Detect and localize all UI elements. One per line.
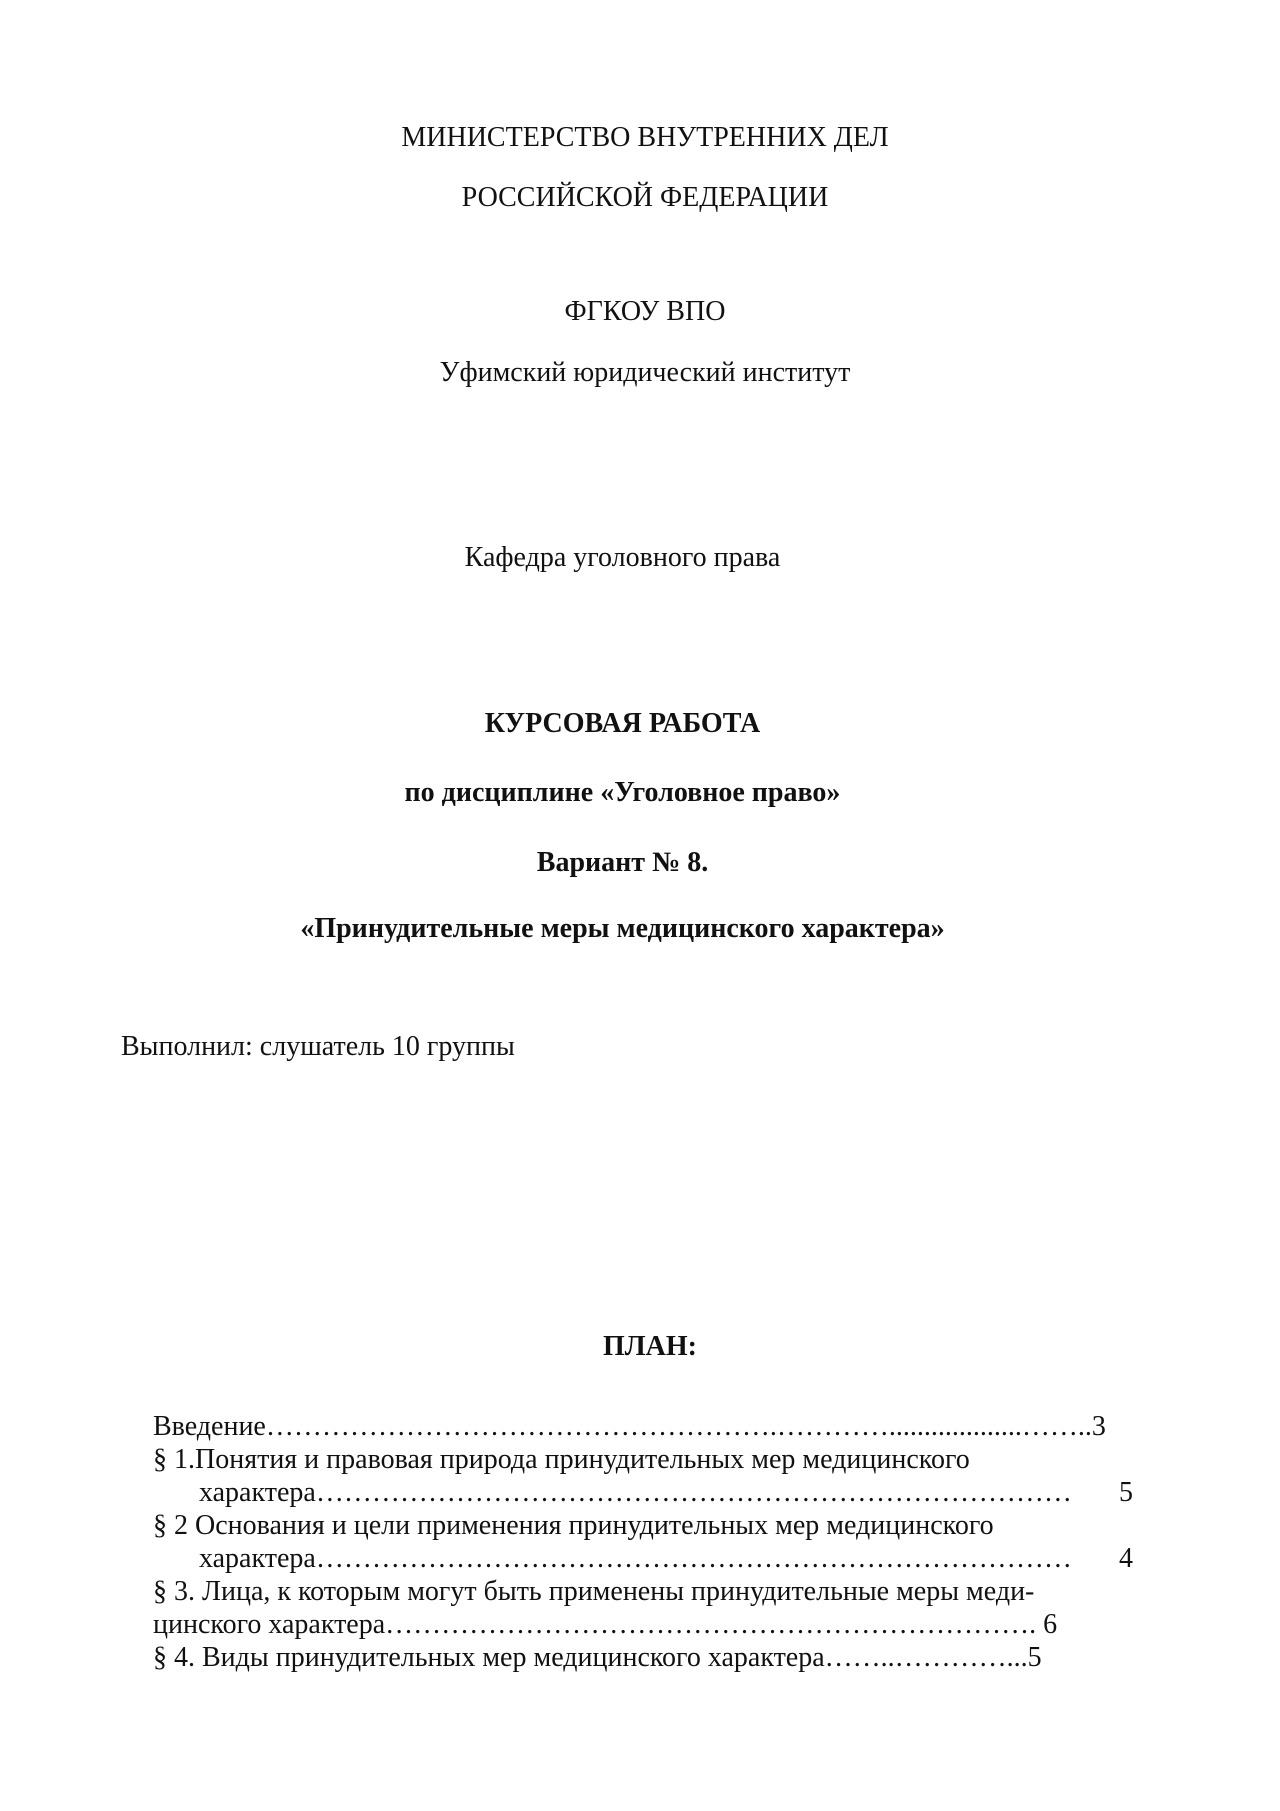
department-name: Кафедра уголовного права xyxy=(464,542,781,573)
table-of-contents xyxy=(153,1410,1133,1674)
toc-line xyxy=(153,1410,1133,1443)
toc-line xyxy=(153,1476,1133,1509)
topic-line: «Принудительные меры медицинского характера» xyxy=(300,913,945,944)
ministry-line-2: РОССИЙСКОЙ ФЕДЕРАЦИИ xyxy=(461,182,829,213)
toc-line-text: § 2 Основания и цели применения принудительных мер медицинского xyxy=(153,1510,994,1541)
toc-page-number: 4 xyxy=(1119,1543,1133,1574)
toc-line-text: § 4. Виды принудительных мер медицинского характера……..…………...5 xyxy=(153,1642,1042,1673)
toc-line xyxy=(153,1443,1133,1476)
toc-line xyxy=(153,1542,1133,1575)
work-type-title: КУРСОВАЯ РАБОТА xyxy=(484,708,761,739)
toc-line-text: характера……………………………………………………………………… xyxy=(199,1543,1072,1574)
toc-line xyxy=(153,1608,1133,1641)
toc-line xyxy=(153,1509,1133,1542)
toc-line-text: характера……………………………………………………………………… xyxy=(199,1477,1072,1508)
organization-type: ФГКОУ ВПО xyxy=(564,296,726,327)
toc-line xyxy=(153,1641,1133,1674)
toc-line-text: цинского характера……………………………………………………………. 6 xyxy=(153,1609,1058,1640)
plan-title: ПЛАН: xyxy=(603,1331,697,1362)
toc-line-text: § 1.Понятия и правовая природа принудительных мер медицинского xyxy=(153,1444,970,1475)
discipline-line: по дисциплине «Уголовное право» xyxy=(404,777,841,808)
institute-name: Уфимский юридический институт xyxy=(439,357,851,388)
performed-by-line: Выполнил: слушатель 10 группы xyxy=(121,1031,515,1062)
toc-line-text: Введение……………………………………………….…………...................……..3 xyxy=(153,1411,1106,1442)
toc-line-text: § 3. Лица, к которым могут быть применены принудительные меры меди- xyxy=(153,1576,1035,1607)
toc-page-number: 5 xyxy=(1119,1477,1133,1508)
variant-line: Вариант № 8. xyxy=(536,847,709,878)
ministry-line-1: МИНИСТЕРСТВО ВНУТРЕННИХ ДЕЛ xyxy=(401,122,889,153)
toc-line xyxy=(153,1575,1133,1608)
